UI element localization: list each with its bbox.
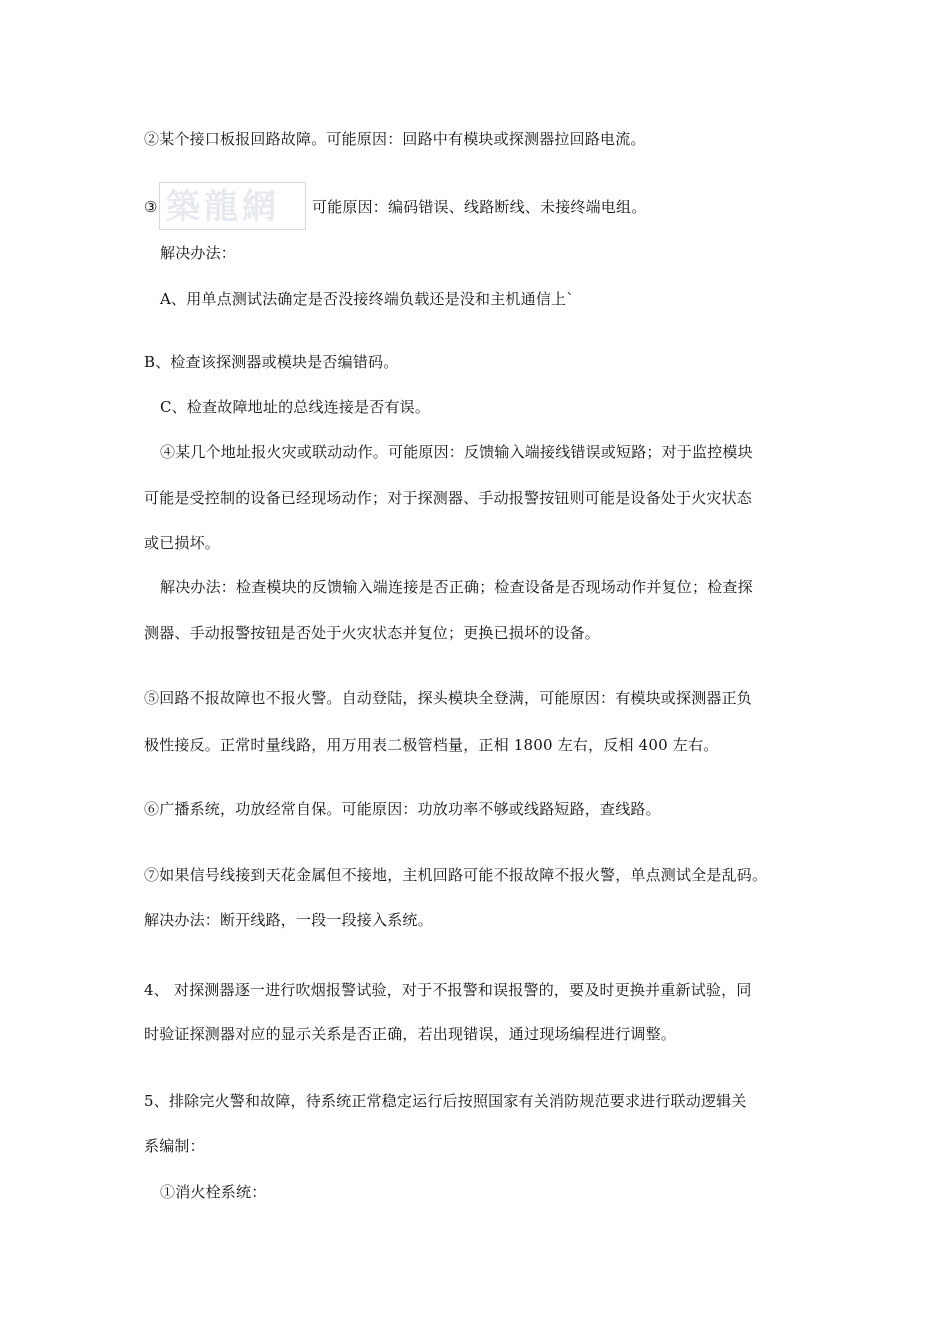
paragraph-line: 或已损坏。 [144, 534, 221, 552]
paragraph-line: ⑦如果信号线接到天花金属但不接地，主机回路可能不报故障不报火警，单点测试全是乱码。 [144, 866, 768, 884]
paragraph-line-prefix: ③ [144, 198, 158, 216]
paragraph-line: 4、 对探测器逐一进行吹烟报警试验，对于不报警和误报警的，要及时更换并重新试验，同 [144, 981, 752, 999]
watermark-logo-text: 築龍網 [166, 187, 280, 227]
paragraph-line: 解决办法：检查模块的反馈输入端连接是否正确；检查设备是否现场动作并复位；检查探 [160, 578, 753, 596]
paragraph-line: B、检查该探测器或模块是否编错码。 [144, 353, 399, 371]
paragraph-line: 测器、手动报警按钮是否处于火灾状态并复位；更换已损坏的设备。 [144, 624, 601, 642]
paragraph-line: 可能原因：编码错误、线路断线、未接终端电组。 [312, 198, 647, 216]
paragraph-line: ④某几个地址报火灾或联动动作。可能原因：反馈输入端接线错误或短路；对于监控模块 [160, 443, 753, 461]
paragraph-line: 5、排除完火警和故障，待系统正常稳定运行后按照国家有关消防规范要求进行联动逻辑关 [144, 1092, 747, 1110]
paragraph-line: ①消火栓系统： [160, 1183, 267, 1201]
watermark-logo [159, 182, 306, 230]
paragraph-line: 系编制： [144, 1137, 205, 1155]
paragraph-line: ⑤回路不报故障也不报火警。自动登陆，探头模块全登满，可能原因：有模块或探测器正负 [144, 689, 753, 707]
paragraph-line: C、检查故障地址的总线连接是否有误。 [160, 398, 431, 416]
paragraph-line: 极性接反。正常时量线路，用万用表二极管档量，正相 1800 左右，反相 400 左右。 [144, 736, 719, 754]
paragraph-line: 解决办法： [160, 244, 237, 262]
paragraph-line: 解决办法：断开线路，一段一段接入系统。 [144, 911, 433, 929]
paragraph-line: 可能是受控制的设备已经现场动作；对于探测器、手动报警按钮则可能是设备处于火灾状态 [144, 489, 753, 507]
paragraph-line: 时验证探测器对应的显示关系是否正确，若出现错误，通过现场编程进行调整。 [144, 1025, 677, 1043]
paragraph-line: A、用单点测试法确定是否没接终端负载还是没和主机通信上` [160, 290, 574, 308]
paragraph-line: ⑥广播系统，功放经常自保。可能原因：功放功率不够或线路短路，查线路。 [144, 800, 661, 818]
paragraph-line: ②某个接口板报回路故障。可能原因：回路中有模块或探测器拉回路电流。 [144, 130, 646, 148]
